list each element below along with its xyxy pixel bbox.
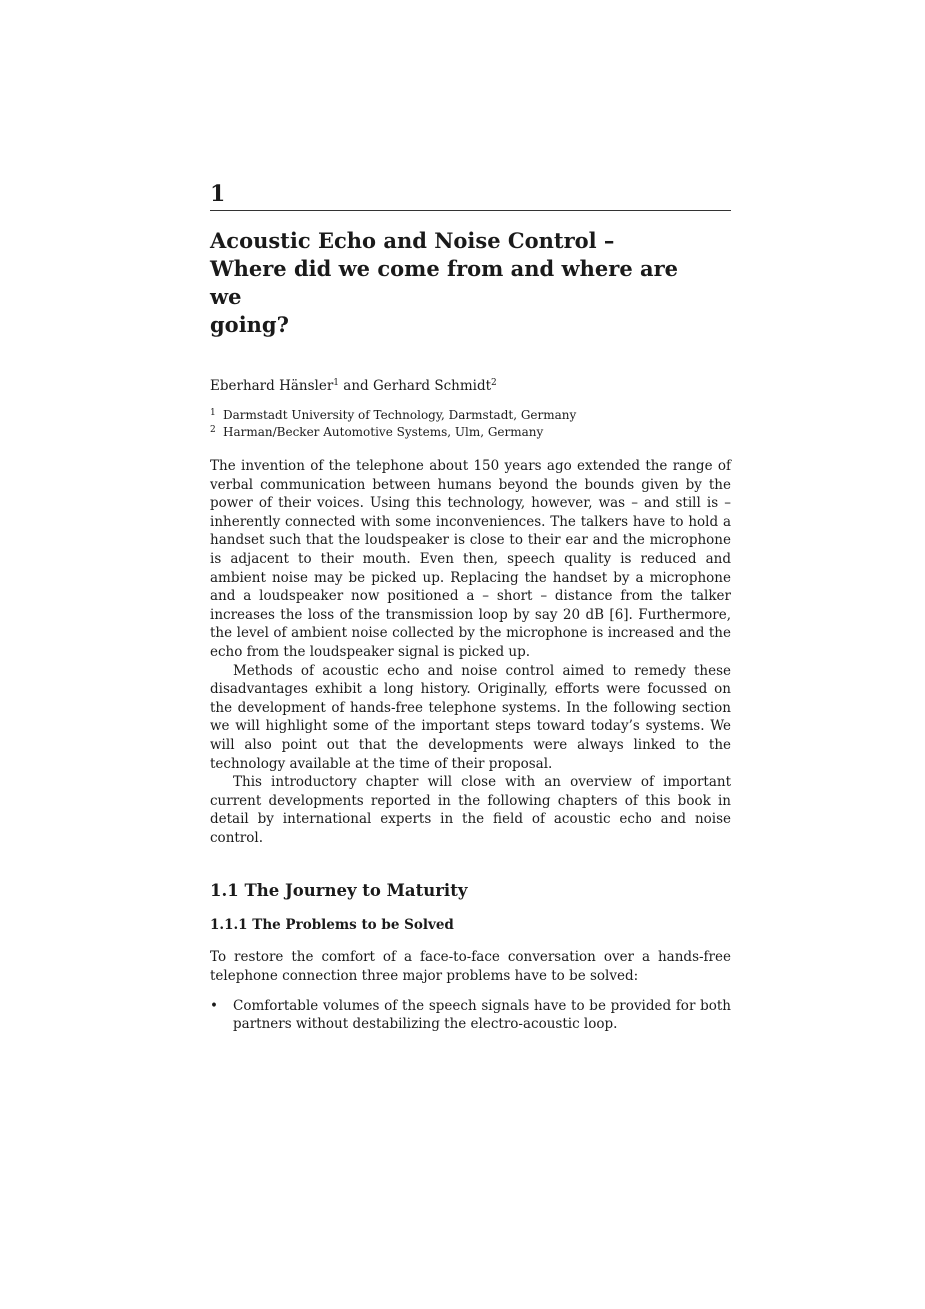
- author-joiner: and: [339, 378, 373, 394]
- author-name: Eberhard Hänsler: [210, 378, 334, 394]
- affiliation-number: 2: [210, 425, 216, 435]
- subsection-heading: 1.1.1 The Problems to be Solved: [210, 917, 454, 934]
- section-heading: 1.1 The Journey to Maturity: [210, 881, 468, 901]
- problem-list: [210, 997, 731, 1034]
- affiliation-text: Harman/Becker Automotive Systems, Ulm, Germany: [223, 425, 544, 439]
- intro-text: [210, 457, 731, 847]
- intro-paragraph: This introductory chapter will close with an overview of important current developments reported in the following chapters of this book in detail by international experts in the field of acoustic echo and noise control.: [210, 774, 731, 846]
- title-line-2: Where did we come from and where are we: [210, 256, 679, 309]
- chapter-number: 1: [210, 181, 226, 207]
- affiliation-text: Darmstadt University of Technology, Darmstadt, Germany: [223, 408, 577, 422]
- affiliation-number: 1: [210, 408, 216, 418]
- page-content: [210, 180, 731, 1034]
- author-name: Gerhard Schmidt: [372, 378, 492, 394]
- affiliation: [210, 407, 731, 424]
- list-item: [210, 997, 731, 1034]
- title-line-1: Acoustic Echo and Noise Control –: [210, 228, 615, 253]
- chapter-rule: [210, 210, 731, 211]
- affiliation-mark: 1: [333, 378, 340, 388]
- affiliation-mark: 2: [491, 378, 497, 388]
- intro-paragraph: Methods of acoustic echo and noise control aimed to remedy these disadvantages exhibit a long history. Originally, efforts were focussed on the development of hands-free telephone systems. In the following section we will highlight some of the important steps toward today’s systems. We will also point out that the developments were always linked to the technology available at the time of their proposal.: [210, 662, 731, 772]
- section-paragraph: To restore the comfort of a face-to-face conversation over a hands-free telephone connection three major problems have to be solved:: [210, 949, 731, 985]
- bullet-symbol: •: [210, 997, 218, 1014]
- chapter-title: [210, 227, 710, 339]
- affiliation: [210, 424, 731, 441]
- title-line-3: going?: [210, 312, 289, 337]
- author-line: [210, 377, 731, 395]
- intro-paragraph: The invention of the telephone about 150 years ago extended the range of verbal communication between humans beyond the bounds given by the power of their voices. Using this technology, however, was – and still is – inherently connected with some inconveniences. The talkers have to hold a handset such that the loudspeaker is close to their ear and the microphone is adjacent to their mouth. Even then, speech quality is reduced and ambient noise may be picked up. Replacing the handset by a microphone and a loudspeaker now positioned a – short – distance from the talker increases the loss of the transmission loop by say 20 dB [6]. Furthermore, the level of ambient noise collected by the microphone is increased and the echo from the loudspeaker signal is picked up.: [210, 458, 731, 660]
- list-item-text: Comfortable volumes of the speech signals have to be provided for both partners without destabilizing the electro-acoustic loop.: [233, 997, 731, 1033]
- affiliations: [210, 407, 731, 441]
